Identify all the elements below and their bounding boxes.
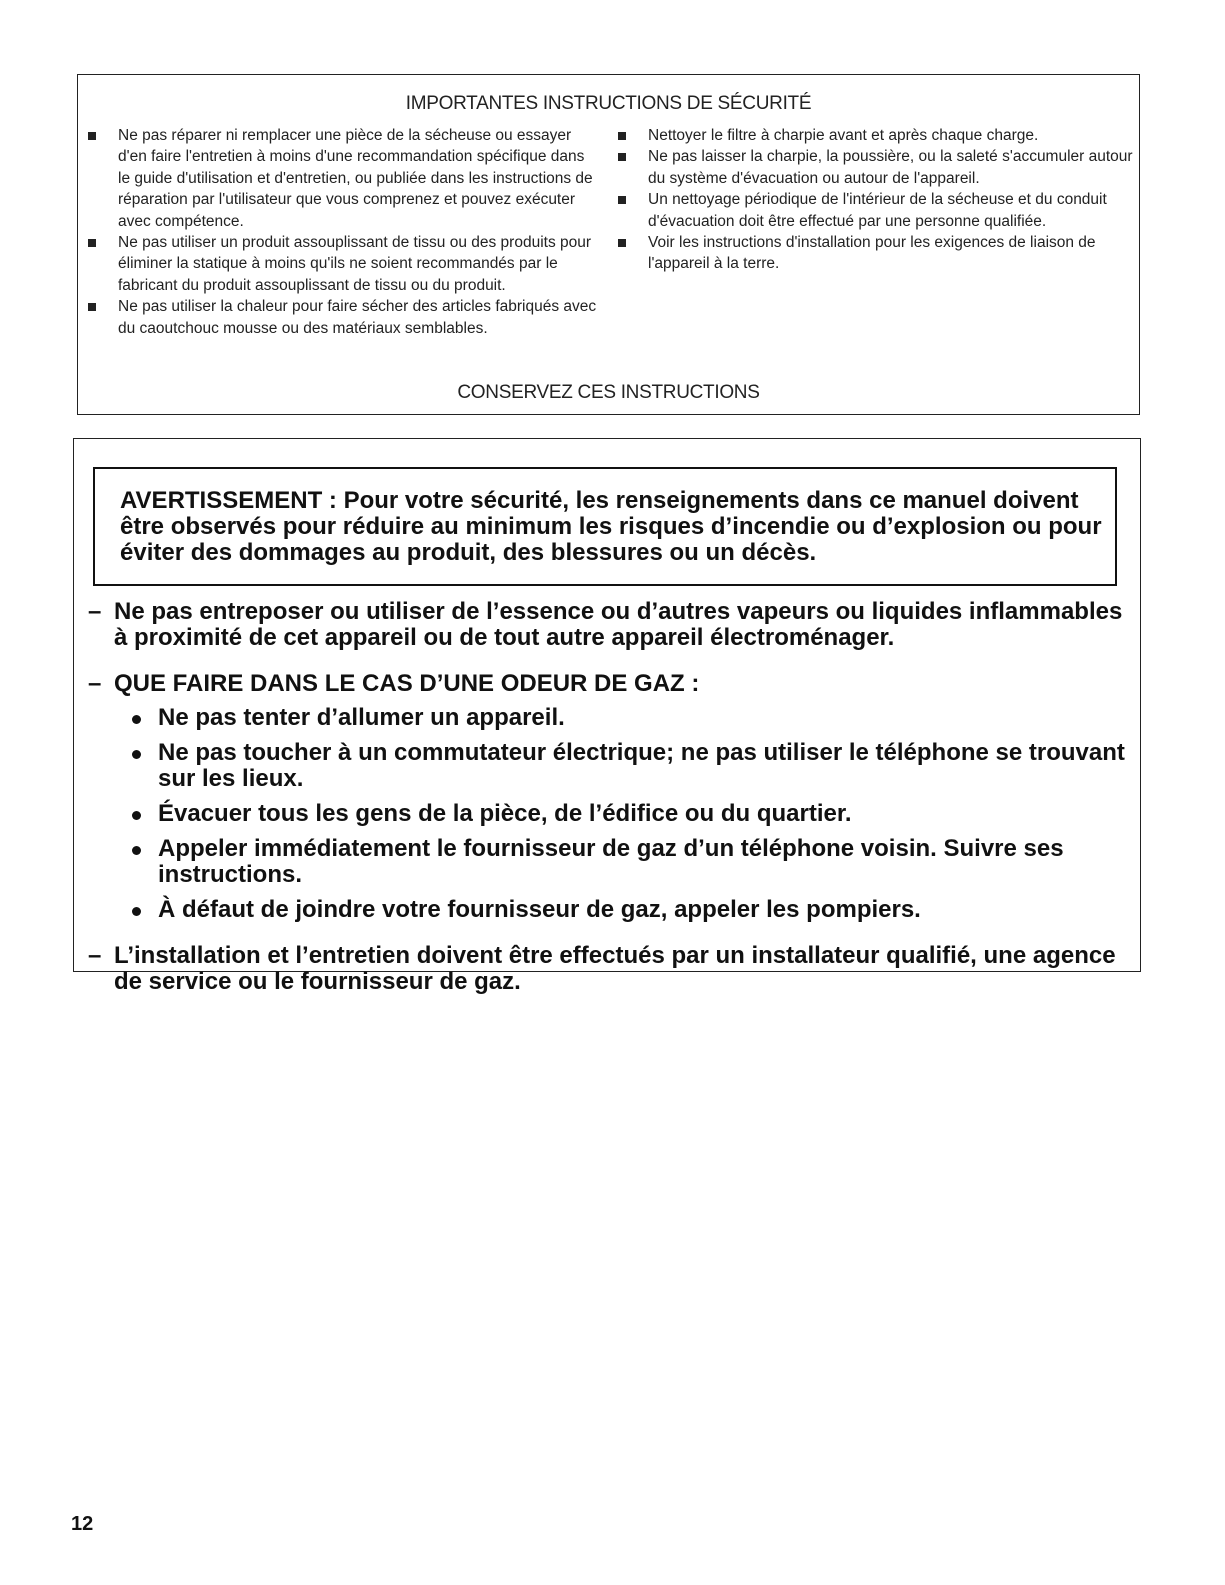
safety-title: IMPORTANTES INSTRUCTIONS DE SÉCURITÉ — [405, 93, 812, 114]
square-bullet-icon — [88, 132, 96, 140]
square-bullet-icon — [618, 153, 626, 161]
list-item: Appeler immédiatement le fournisseur de gaz d’un téléphone voisin. Suivre ses instructions. — [114, 836, 1128, 888]
warning-list — [88, 599, 1128, 1015]
warning-item-storage: – Ne pas entreposer ou utiliser de l’essence ou d’autres vapeurs ou liquides inflammables à proximité de cet appareil ou de tout autre appareil électroménager. — [88, 598, 1123, 651]
dash-icon: – — [88, 598, 102, 625]
square-bullet-icon — [618, 132, 626, 140]
list-item: Ne pas utiliser un produit assouplissant de tissu ou des produits pour éliminer la statique à moins qu'ils ne soient recommandés par le fabricant du produit assouplissant de tissu ou du produit. — [88, 232, 598, 296]
list-item: Ne pas réparer ni remplacer une pièce de la sécheuse ou essayer d'en faire l'entretien à moins d'une recommandation spécifique dans le guide d'utilisation et d'entretien, ou publiée dans les instructions de réparation par l'utilisateur que vous comprenez et pouvez exécuter avec compétence. — [88, 125, 598, 232]
safety-instructions-box — [77, 74, 1140, 415]
list-item: Ne pas toucher à un commutateur électrique; ne pas utiliser le téléphone se trouvant sur les lieux. — [114, 740, 1128, 792]
list-item: Un nettoyage périodique de l'intérieur de la sécheuse et du conduit d'évacuation doit être effectué par une personne qualifiée. — [618, 189, 1133, 232]
bullet-dot-icon — [132, 811, 141, 820]
list-item: Évacuer tous les gens de la pièce, de l’édifice ou du quartier. — [114, 801, 1128, 827]
gas-steps-list — [114, 705, 1128, 923]
list-item: Ne pas laisser la charpie, la poussière, ou la saleté s'accumuler autour du système d'évacuation ou autour de l'appareil. — [618, 146, 1133, 189]
square-bullet-icon — [618, 196, 626, 204]
dash-icon: – — [88, 670, 102, 697]
dash-icon: – — [88, 942, 102, 969]
list-item: Ne pas utiliser la chaleur pour faire sécher des articles fabriqués avec du caoutchouc mousse ou des matériaux semblables. — [88, 296, 598, 339]
safety-list-right — [618, 125, 1133, 275]
square-bullet-icon — [88, 239, 96, 247]
list-item: Voir les instructions d'installation pour les exigences de liaison de l'appareil à la terre. — [618, 232, 1133, 275]
warning-headline: AVERTISSEMENT : Pour votre sécurité, les renseignements dans ce manuel doivent être observés pour réduire au minimum les risques d’incendie ou d’explosion ou pour éviter des dommages au produit, des blessures ou un décès. — [93, 467, 1117, 586]
warning-box — [73, 438, 1141, 995]
square-bullet-icon — [88, 303, 96, 311]
bullet-dot-icon — [132, 846, 141, 855]
bullet-dot-icon — [132, 750, 141, 759]
page-number: 12 — [71, 1513, 94, 1535]
warning-item-installation: – L’installation et l’entretien doivent être effectués par un installateur qualifié, une agence de service ou le fournisseur de gaz. — [88, 942, 1116, 995]
list-item: À défaut de joindre votre fournisseur de gaz, appeler les pompiers. — [114, 897, 1128, 923]
bullet-dot-icon — [132, 715, 141, 724]
list-item: Nettoyer le filtre à charpie avant et après chaque charge. — [618, 125, 1133, 146]
safety-list-left — [88, 125, 598, 339]
list-item: Ne pas tenter d’allumer un appareil. — [114, 705, 1128, 731]
square-bullet-icon — [618, 239, 626, 247]
warning-item-gas-odor: – QUE FAIRE DANS LE CAS D’UNE ODEUR DE GAZ : Ne pas tenter d’allumer un appareil. Ne pas toucher à un commutateur électrique; ne pas utiliser le téléphone se trouvant sur les lieux. Évacuer tous les gens de la pièce, de l’édifice ou du quartier. Appeler immédiatement le fournisseur de gaz d’un téléphone voisin. Suivre ses instructions. À défaut de joindre votre fournisseur de gaz, appeler les pompiers. — [88, 671, 1128, 923]
bullet-dot-icon — [132, 907, 141, 916]
safety-footer: CONSERVEZ CES INSTRUCTIONS — [457, 382, 760, 403]
